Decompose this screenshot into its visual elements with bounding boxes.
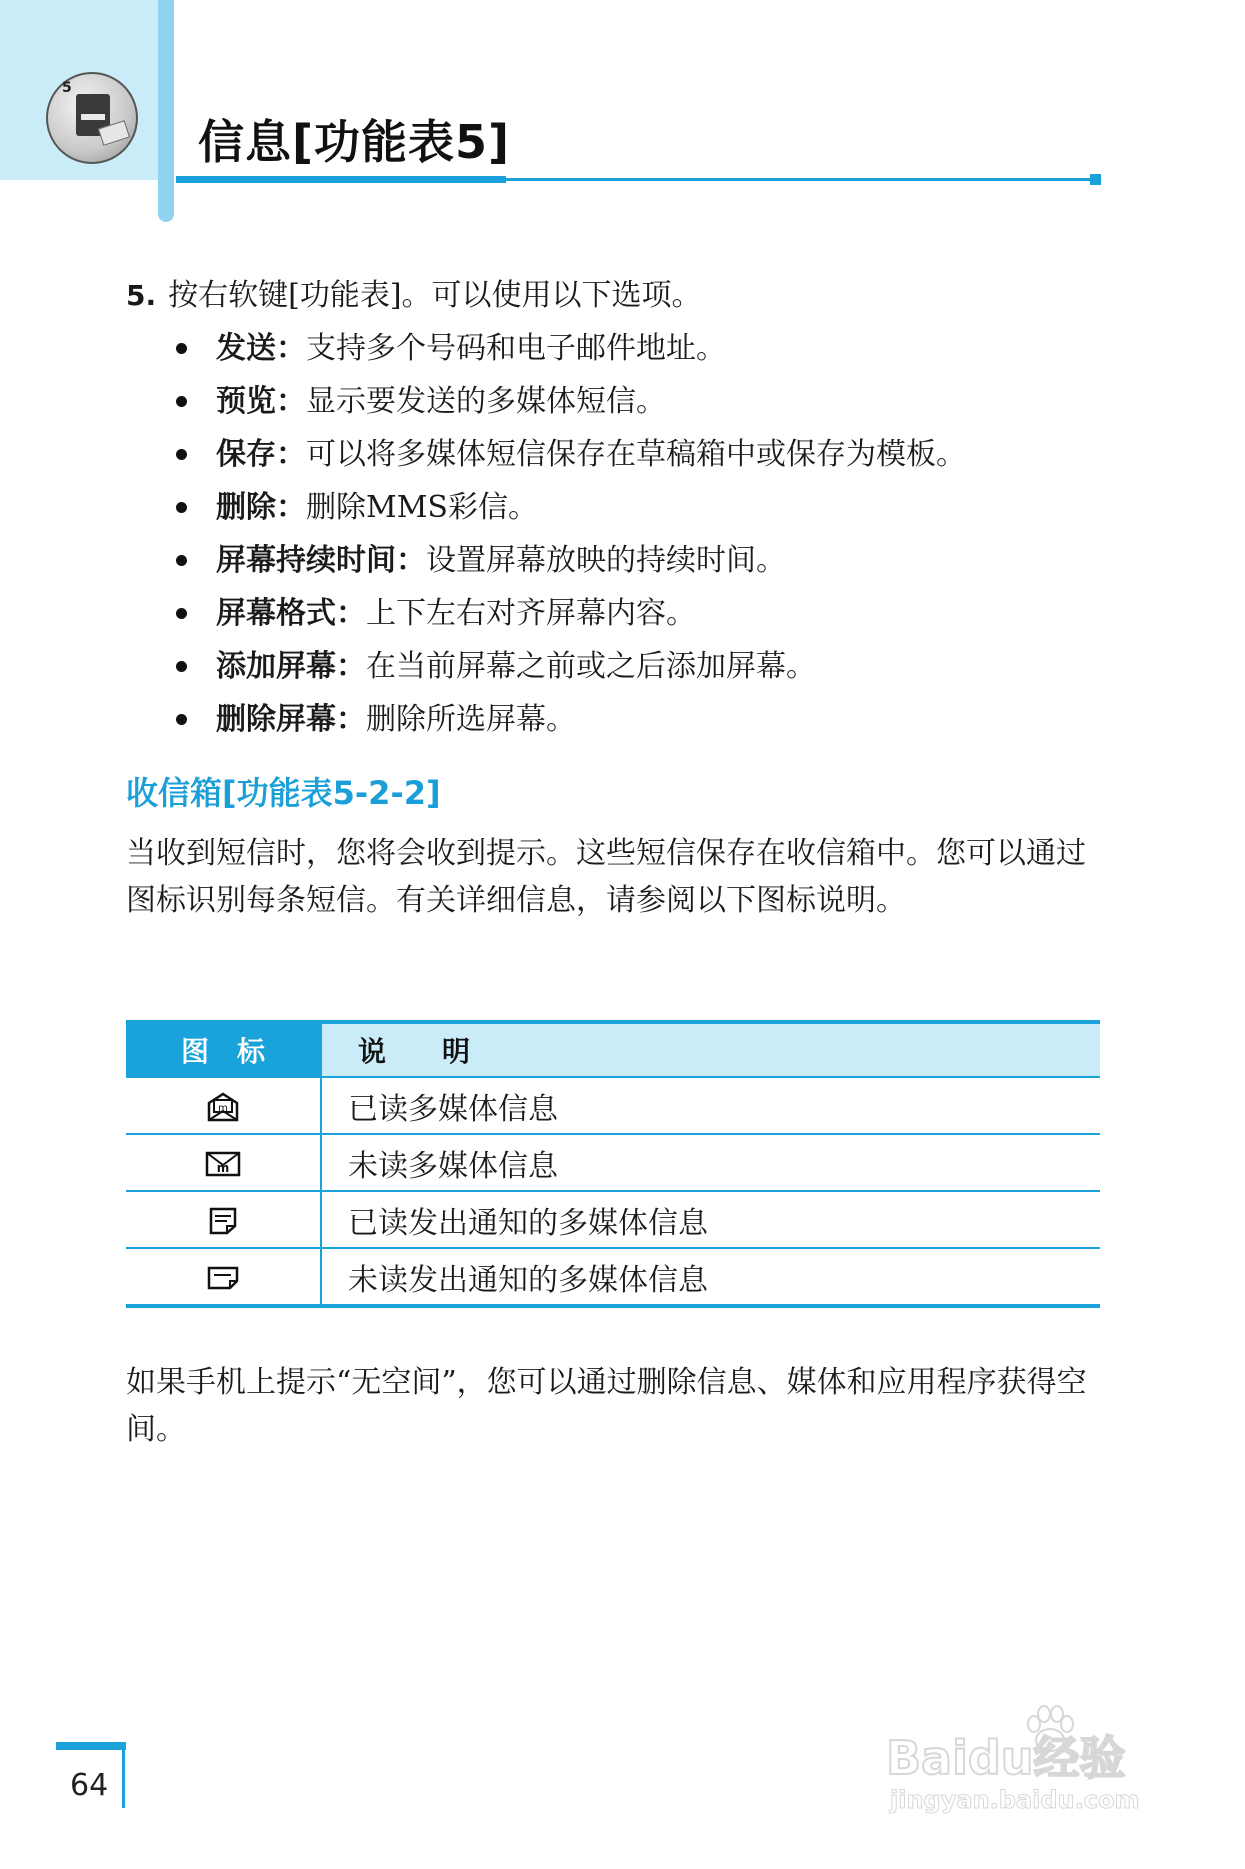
- page-number: 64: [70, 1768, 109, 1803]
- option-term: 添加屏幕：: [216, 649, 366, 684]
- list-item: [176, 640, 966, 693]
- section-intro: 当收到短信时，您将会收到提示。这些短信保存在收信箱中。您可以通过图标识别每条短信。有关详细信息，请参阅以下图标说明。: [126, 836, 1086, 918]
- option-term: 屏幕持续时间：: [216, 543, 426, 578]
- page-number-line: [122, 1750, 125, 1808]
- table-cell-desc: 未读多媒体信息: [321, 1134, 1100, 1191]
- list-item: [176, 375, 966, 428]
- icon-cell: [126, 1134, 321, 1191]
- svg-text:m: m: [216, 1161, 230, 1175]
- icon-table: [126, 1020, 1100, 1308]
- bullet-icon: [176, 502, 187, 513]
- bullet-icon: [176, 396, 187, 407]
- option-desc: 在当前屏幕之前或之后添加屏幕。: [366, 649, 816, 684]
- bullet-icon: [176, 555, 187, 566]
- option-term: 屏幕格式：: [216, 596, 366, 631]
- bullet-icon: [176, 714, 187, 725]
- option-desc: 上下左右对齐屏幕内容。: [366, 596, 696, 631]
- table-row: [126, 1191, 1100, 1248]
- option-term: 保存：: [216, 437, 306, 472]
- column-header-icon: 图 标: [126, 1022, 321, 1077]
- table-row: [126, 1248, 1100, 1306]
- option-term: 删除：: [216, 490, 306, 525]
- step-text: 按右软键[功能表]。可以使用以下选项。: [168, 278, 702, 313]
- corner-bar: [158, 0, 174, 222]
- svg-text:m: m: [218, 1103, 228, 1114]
- icon-cell: [126, 1077, 321, 1134]
- icon-cell: [126, 1248, 321, 1306]
- option-term: 发送：: [216, 331, 306, 366]
- bullet-icon: [176, 449, 187, 460]
- step-number: 5.: [126, 279, 157, 312]
- option-desc: 删除所选屏幕。: [366, 702, 576, 737]
- mms-notification-unread-icon: [206, 1265, 240, 1291]
- section-heading: 收信箱[功能表5-2-2]: [126, 774, 441, 812]
- bullet-icon: [176, 608, 187, 619]
- option-term: 删除屏幕：: [216, 702, 366, 737]
- option-term: 预览：: [216, 384, 306, 419]
- title-rule-accent: [176, 176, 506, 183]
- icon-cell: [126, 1191, 321, 1248]
- watermark-url: jingyan.baidu.com: [890, 1786, 1140, 1814]
- table-cell-desc: 未读发出通知的多媒体信息: [321, 1248, 1100, 1306]
- bullet-icon: [176, 343, 187, 354]
- list-item: [176, 481, 966, 534]
- chapter-icon-number: 5: [62, 80, 72, 96]
- option-desc: 设置屏幕放映的持续时间。: [426, 543, 786, 578]
- mms-read-icon: [205, 1091, 241, 1123]
- list-item: [176, 534, 966, 587]
- page-number-bar: [56, 1742, 126, 1750]
- list-item: [176, 693, 966, 746]
- list-item: [176, 322, 966, 375]
- footer-note: 如果手机上提示“无空间”，您可以通过删除信息、媒体和应用程序获得空间。: [126, 1365, 1087, 1447]
- list-item: [176, 587, 966, 640]
- mms-unread-icon: [204, 1150, 242, 1178]
- bullet-icon: [176, 661, 187, 672]
- table-row: [126, 1077, 1100, 1134]
- page-title: 信息[功能表5]: [198, 115, 511, 169]
- watermark: [880, 1700, 1180, 1820]
- watermark-brand: Baidu经验: [886, 1731, 1126, 1785]
- mms-notification-read-icon: [207, 1206, 239, 1236]
- option-desc: 删除MMS彩信。: [306, 490, 538, 525]
- option-desc: 支持多个号码和电子邮件地址。: [306, 331, 726, 366]
- step-instruction: [126, 270, 702, 314]
- table-row: [126, 1134, 1100, 1191]
- table-cell-desc: 已读多媒体信息: [321, 1077, 1100, 1134]
- option-desc: 可以将多媒体短信保存在草稿箱中或保存为模板。: [306, 437, 966, 472]
- list-item: [176, 428, 966, 481]
- column-header-desc: 说 明: [321, 1022, 1100, 1077]
- title-rule-end: [1090, 174, 1101, 185]
- options-list: [176, 322, 966, 746]
- table-header-row: [126, 1022, 1100, 1077]
- chapter-mailbox-icon: [46, 72, 138, 164]
- option-desc: 显示要发送的多媒体短信。: [306, 384, 666, 419]
- table-cell-desc: 已读发出通知的多媒体信息: [321, 1191, 1100, 1248]
